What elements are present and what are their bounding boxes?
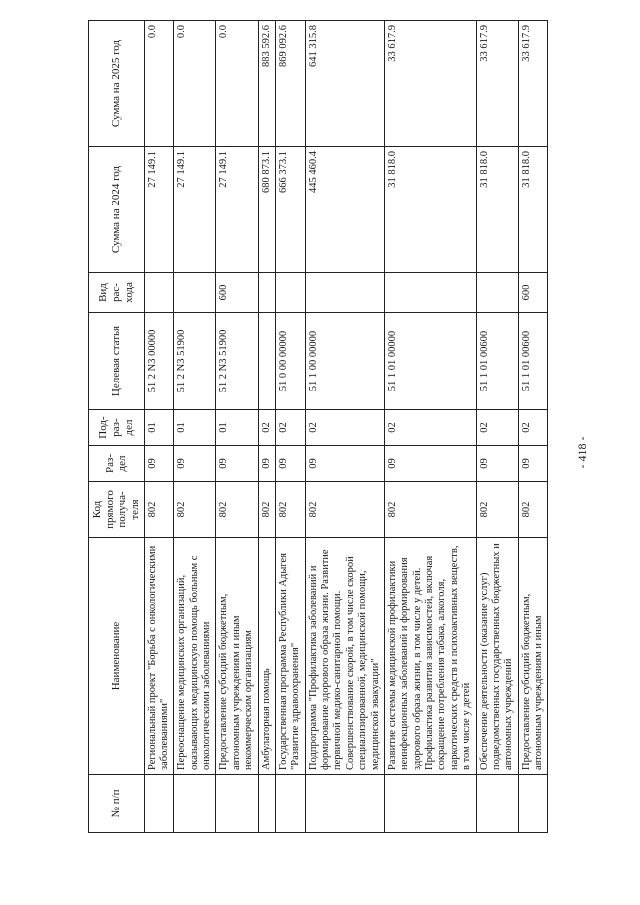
row-sum2025: 641 315.8 [305,21,384,147]
row-num [174,775,216,833]
table-row [216,21,258,833]
row-podrazdel: 01 [174,410,216,446]
row-sum2024: 27 149.1 [174,147,216,273]
row-code: 802 [144,482,174,538]
row-podrazdel: 02 [305,410,384,446]
row-target [258,313,275,410]
row-sum2024: 31 818.0 [518,147,548,273]
row-razdel: 09 [305,446,384,482]
row-name: Региональный проект "Борьба с онкологическими заболеваниями" [144,538,174,775]
table-row [305,21,384,833]
row-name: Амбулаторная помощь [258,538,275,775]
row-num [275,775,305,833]
table-row [384,21,476,833]
table-row [476,21,518,833]
row-num [144,775,174,833]
row-target: 51 0 00 00000 [275,313,305,410]
table-row [275,21,305,833]
row-target: 51 2 N3 51900 [174,313,216,410]
header-sum2025: Сумма на 2025 год [89,21,145,147]
row-razdel: 09 [476,446,518,482]
row-name: Обеспечение деятельности (оказание услуг) подведомственных государственных бюджетных и автономных учреждений [476,538,518,775]
header-code: Код прямого получа-теля [89,482,145,538]
header-podrazdel: Под-раз-дел [89,410,145,446]
row-sum2025: 33 617.9 [384,21,476,147]
table-row [258,21,275,833]
row-razdel: 09 [275,446,305,482]
row-num [518,775,548,833]
row-target: 51 1 01 00600 [476,313,518,410]
row-razdel: 09 [258,446,275,482]
row-sum2025: 33 617.9 [518,21,548,147]
row-vid [476,273,518,313]
row-podrazdel: 02 [384,410,476,446]
header-row [89,21,145,833]
row-name: Предоставление субсидий бюджетным, автономным учреждениям и иным [518,538,548,775]
row-target: 51 1 00 00000 [305,313,384,410]
row-name: Государственная программа Республики Адыгея "Развитие здравоохранения" [275,538,305,775]
table-row [518,21,548,833]
row-num [305,775,384,833]
row-sum2024: 680 873.1 [258,147,275,273]
row-sum2025: 33 617.9 [476,21,518,147]
row-sum2025: 869 092.6 [275,21,305,147]
row-sum2024: 27 149.1 [216,147,258,273]
row-target: 51 2 N3 00000 [144,313,174,410]
row-sum2025: 0.0 [144,21,174,147]
row-vid [275,273,305,313]
row-name: Переоснащение медицинских организаций, оказывающих медицинскую помощь больным с онкологическими заболеваниями [174,538,216,775]
row-podrazdel: 02 [275,410,305,446]
row-code: 802 [174,482,216,538]
row-sum2024: 27 149.1 [144,147,174,273]
row-vid [174,273,216,313]
row-razdel: 09 [144,446,174,482]
table-row [174,21,216,833]
row-code: 802 [305,482,384,538]
row-razdel: 09 [174,446,216,482]
row-podrazdel: 02 [518,410,548,446]
row-podrazdel: 01 [216,410,258,446]
row-code: 802 [216,482,258,538]
row-sum2025: 0.0 [216,21,258,147]
row-target: 51 1 01 00000 [384,313,476,410]
table-row [144,21,174,833]
row-num [216,775,258,833]
row-num [258,775,275,833]
row-target: 51 1 01 00600 [518,313,548,410]
header-sum2024: Сумма на 2024 год [89,147,145,273]
budget-table [88,20,548,833]
row-code: 802 [384,482,476,538]
row-name: Развитие системы медицинской профилактики неинфекционных заболеваний и формирования здорового образа жизни, в том числе у детей. Профилактика развития зависимостей, включая сокращение потребления табака, алкоголя, наркотических средств и психоактивных веществ, в том числе у детей [384,538,476,775]
row-name: Предоставление субсидий бюджетным, автономным учреждениям и иным некоммерческим организациям [216,538,258,775]
row-razdel: 09 [384,446,476,482]
row-razdel: 09 [518,446,548,482]
row-code: 802 [258,482,275,538]
row-vid [384,273,476,313]
header-name: Наименование [89,538,145,775]
row-sum2025: 0.0 [174,21,216,147]
page-number: - 418 - [575,436,589,469]
row-name: Подпрограмма "Профилактика заболеваний и формирование здорового образа жизни. Развитие первичной медико-санитарной помощи. Совершенствование скорой, в том числе скорой специализированной, медицинской помощи, медицинской эвакуации" [305,538,384,775]
row-vid [258,273,275,313]
row-razdel: 09 [216,446,258,482]
row-num [476,775,518,833]
row-code: 802 [476,482,518,538]
row-sum2025: 883 592.6 [258,21,275,147]
header-num: № п/п [89,775,145,833]
row-podrazdel: 02 [258,410,275,446]
row-num [384,775,476,833]
row-podrazdel: 02 [476,410,518,446]
row-code: 802 [275,482,305,538]
row-vid: 600 [216,273,258,313]
header-target: Целевая статья [89,313,145,410]
row-vid [144,273,174,313]
row-sum2024: 31 818.0 [384,147,476,273]
row-vid: 600 [518,273,548,313]
row-podrazdel: 01 [144,410,174,446]
row-sum2024: 445 460.4 [305,147,384,273]
row-sum2024: 31 818.0 [476,147,518,273]
header-razdel: Раз-дел [89,446,145,482]
row-vid [305,273,384,313]
row-code: 802 [518,482,548,538]
row-sum2024: 666 373.1 [275,147,305,273]
row-target: 51 2 N3 51900 [216,313,258,410]
header-vid: Вид рас-хода [89,273,145,313]
table-body [144,21,548,833]
